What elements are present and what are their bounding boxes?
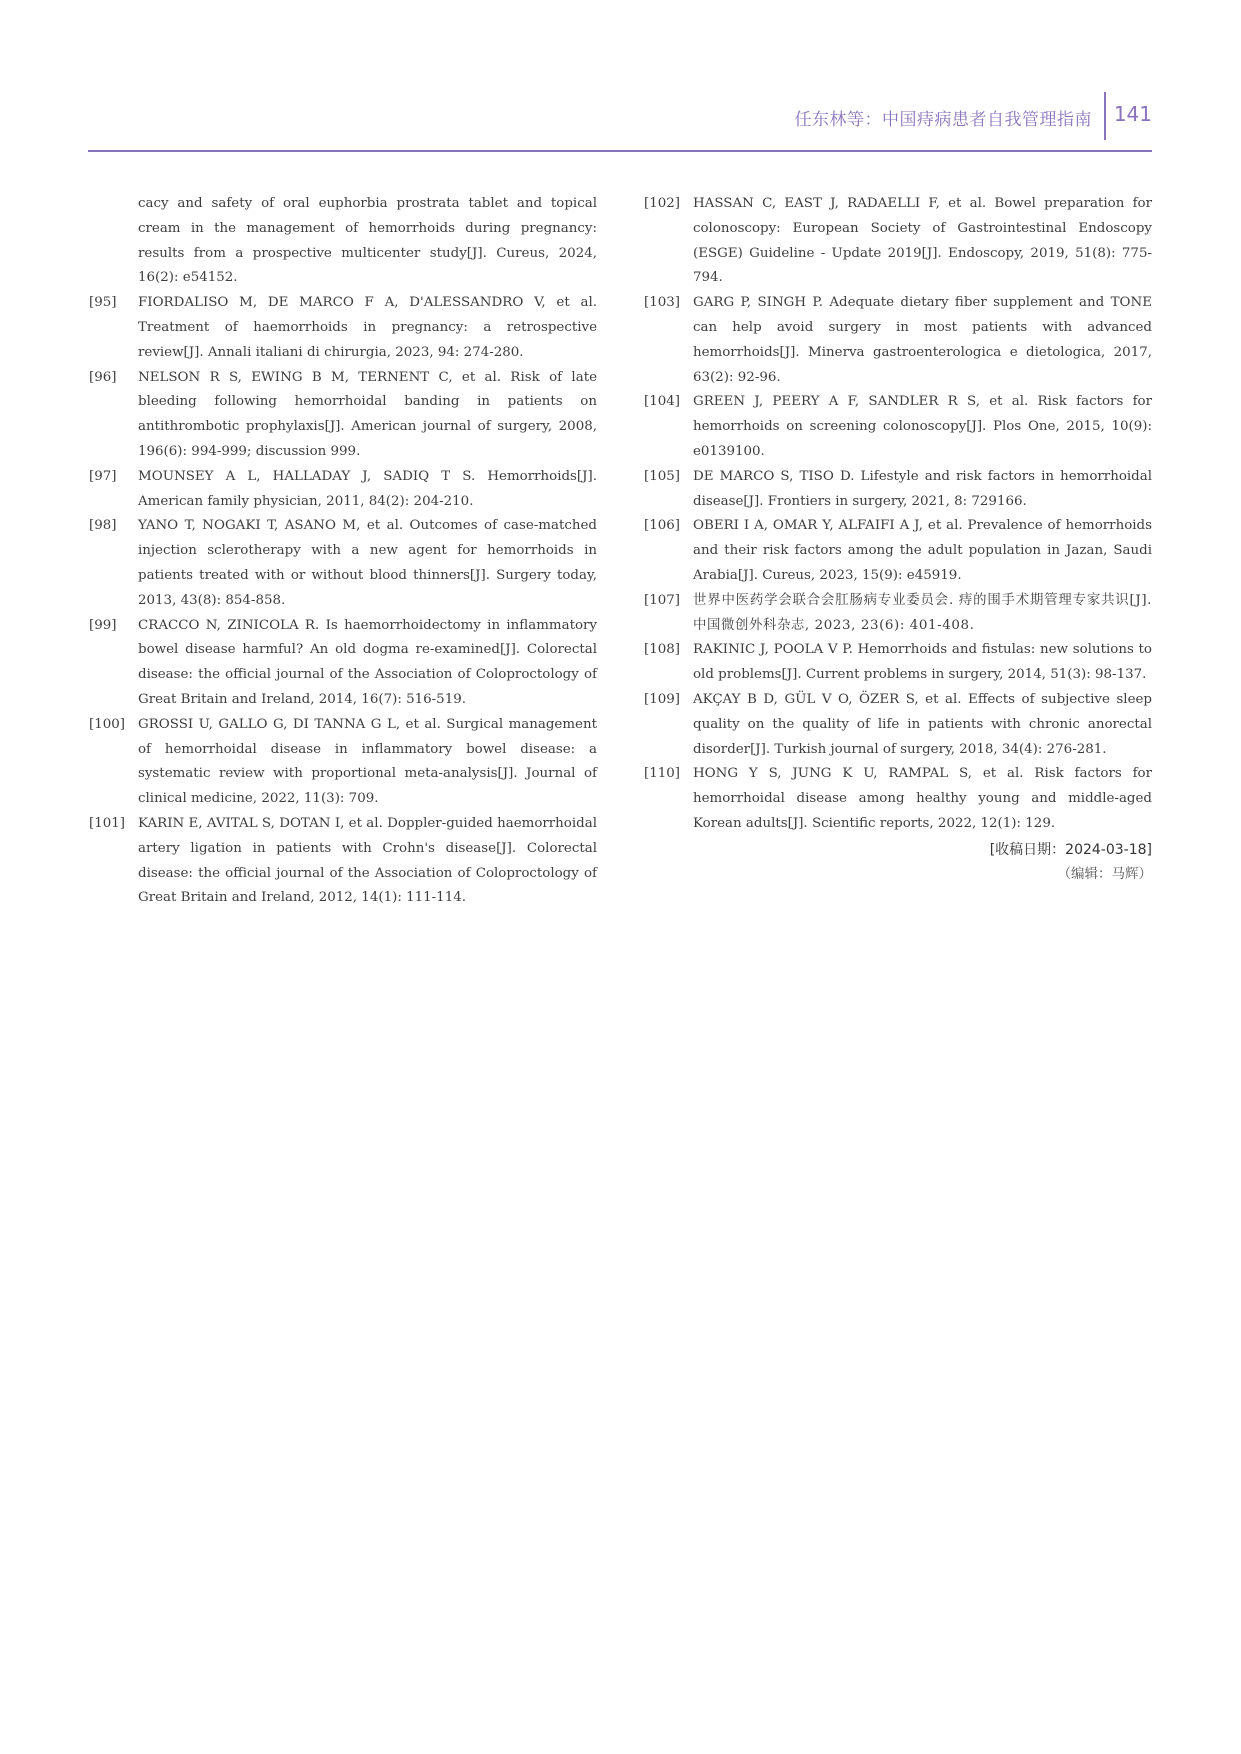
- right-reference-list: [644, 192, 1152, 837]
- reference-number: [106]: [644, 518, 681, 534]
- reference-item: [644, 589, 1152, 639]
- reference-number: [109]: [644, 691, 681, 707]
- reference-item: [644, 291, 1152, 390]
- reference-text: GROSSI U, GALLO G, DI TANNA G L, et al. Surgical management of hemorrhoidal disease in inflammatory bowel disease: a systematic review with proportional meta-analysis[J]. Journal of clinical medicine, 2022, 11(3): 709.: [138, 716, 597, 807]
- reference-number: [100]: [89, 716, 126, 732]
- reference-item: [644, 688, 1152, 762]
- reference-number: [97]: [89, 468, 117, 484]
- reference-item: [89, 812, 597, 911]
- reference-item: [644, 465, 1152, 515]
- reference-item: [644, 514, 1152, 588]
- reference-text: DE MARCO S, TISO D. Lifestyle and risk factors in hemorrhoidal disease[J]. Frontiers in surgery, 2021, 8: 729166.: [693, 468, 1152, 509]
- reference-text: KARIN E, AVITAL S, DOTAN I, et al. Doppler-guided haemorrhoidal artery ligation in patients with Crohn's disease[J]. Colorectal disease: the official journal of the Association of Coloproctology of Great Britain and Ireland, 2012, 14(1): 111-114.: [138, 815, 597, 906]
- reference-item: [89, 366, 597, 465]
- reference-text: AKÇAY B D, GÜL V O, ÖZER S, et al. Effects of subjective sleep quality on the quality of life in patients with chronic anorectal disorder[J]. Turkish journal of surgery, 2018, 34(4): 276-281.: [693, 691, 1152, 757]
- reference-item: [89, 192, 597, 291]
- reference-text: HASSAN C, EAST J, RADAELLI F, et al. Bowel preparation for colonoscopy: European Society of Gastrointestinal Endoscopy (ESGE) Guideline - Update 2019[J]. Endoscopy, 2019, 51(8): 775-794.: [693, 196, 1152, 286]
- header-rule: [88, 150, 1152, 152]
- running-header: [88, 92, 1152, 144]
- reference-text: CRACCO N, ZINICOLA R. Is haemorrhoidectomy in inflammatory bowel disease harmful? An old dogma re-examined[J]. Colorectal disease: the official journal of the Association of Coloproctology of Great Britain and Ireland, 2014, 16(7): 516-519.: [138, 617, 597, 707]
- references-right-column: [644, 192, 1152, 886]
- reference-text: NELSON R S, EWING B M, TERNENT C, et al. Risk of late bleeding following hemorrhoidal banding in patients on antithrombotic prophylaxis[J]. American journal of surgery, 2008, 196(6): 994-999; discussion 999.: [138, 369, 597, 459]
- reference-number: [101]: [89, 815, 126, 831]
- reference-number: [96]: [89, 369, 117, 385]
- reference-text: OBERI I A, OMAR Y, ALFAIFI A J, et al. Prevalence of hemorrhoids and their risk factors among the adult population in Jazan, Saudi Arabia[J]. Cureus, 2023, 15(9): e45919.: [693, 518, 1152, 583]
- reference-text: GARG P, SINGH P. Adequate dietary fiber supplement and TONE can help avoid surgery in most patients with advanced hemorrhoids[J]. Minerva gastroenterologica e dietologica, 2017, 63(2): 92-96.: [693, 295, 1152, 385]
- reference-number: [103]: [644, 295, 681, 311]
- reference-number: [99]: [89, 617, 117, 633]
- received-date: [收稿日期：2024-03-18]: [989, 841, 1152, 858]
- reference-number: [102]: [644, 196, 681, 211]
- reference-number: [108]: [644, 642, 681, 658]
- reference-number: [104]: [644, 394, 681, 410]
- reference-item: [644, 638, 1152, 688]
- reference-item: [644, 762, 1152, 836]
- reference-item: [644, 390, 1152, 464]
- reference-text: GREEN J, PEERY A F, SANDLER R S, et al. Risk factors for hemorrhoids on screening colonoscopy[J]. Plos One, 2015, 10(9): e0139100.: [693, 394, 1152, 459]
- editor-note: （编辑：马辉）: [1057, 865, 1152, 882]
- reference-number: [98]: [89, 518, 117, 534]
- reference-text: MOUNSEY A L, HALLADAY J, SADIQ T S. Hemorrhoids[J]. American family physician, 2011, 84(2): 204-210.: [138, 468, 597, 509]
- references-left-column: [89, 192, 597, 911]
- reference-item: [644, 192, 1152, 291]
- reference-number: [105]: [644, 468, 681, 484]
- reference-item: [89, 514, 597, 613]
- reference-item: [89, 465, 597, 515]
- reference-text: HONG Y S, JUNG K U, RAMPAL S, et al. Risk factors for hemorrhoidal disease among healthy young and middle-aged Korean adults[J]. Scientific reports, 2022, 12(1): 129.: [693, 766, 1152, 831]
- reference-text: FIORDALISO M, DE MARCO F A, D'ALESSANDRO V, et al. Treatment of haemorrhoids in pregnancy: a retrospective review[J]. Annali italiani di chirurgia, 2023, 94: 274-280.: [138, 295, 597, 360]
- page-number: 141: [1113, 102, 1152, 126]
- reference-text: cacy and safety of oral euphorbia prostrata tablet and topical cream in the management of hemorrhoids during pregnancy: results from a prospective multicenter study[J]. Cureus, 2024, 16(2): e54152.: [138, 196, 597, 286]
- reference-item: [89, 614, 597, 713]
- reference-number: [95]: [89, 295, 117, 311]
- reference-item: [89, 713, 597, 812]
- reference-text: RAKINIC J, POOLA V P. Hemorrhoids and fistulas: new solutions to old problems[J]. Current problems in surgery, 2014, 51(3): 98-137.: [693, 642, 1152, 683]
- reference-item: [89, 291, 597, 365]
- running-title: 任东林等：中国痔病患者自我管理指南: [794, 110, 1092, 130]
- reference-number: [110]: [644, 766, 681, 782]
- header-separator: [1104, 92, 1106, 140]
- reference-text: 世界中医药学会联合会肛肠病专业委员会. 痔的围手术期管理专家共识[J]. 中国微创外科杂志, 2023, 23(6): 401-408.: [693, 592, 1152, 633]
- reference-number: [107]: [644, 592, 681, 608]
- reference-text: YANO T, NOGAKI T, ASANO M, et al. Outcomes of case-matched injection sclerotherapy with a new agent for hemorrhoids in patients treated with or without blood thinners[J]. Surgery today, 2013, 43(8): 854-858.: [138, 518, 597, 608]
